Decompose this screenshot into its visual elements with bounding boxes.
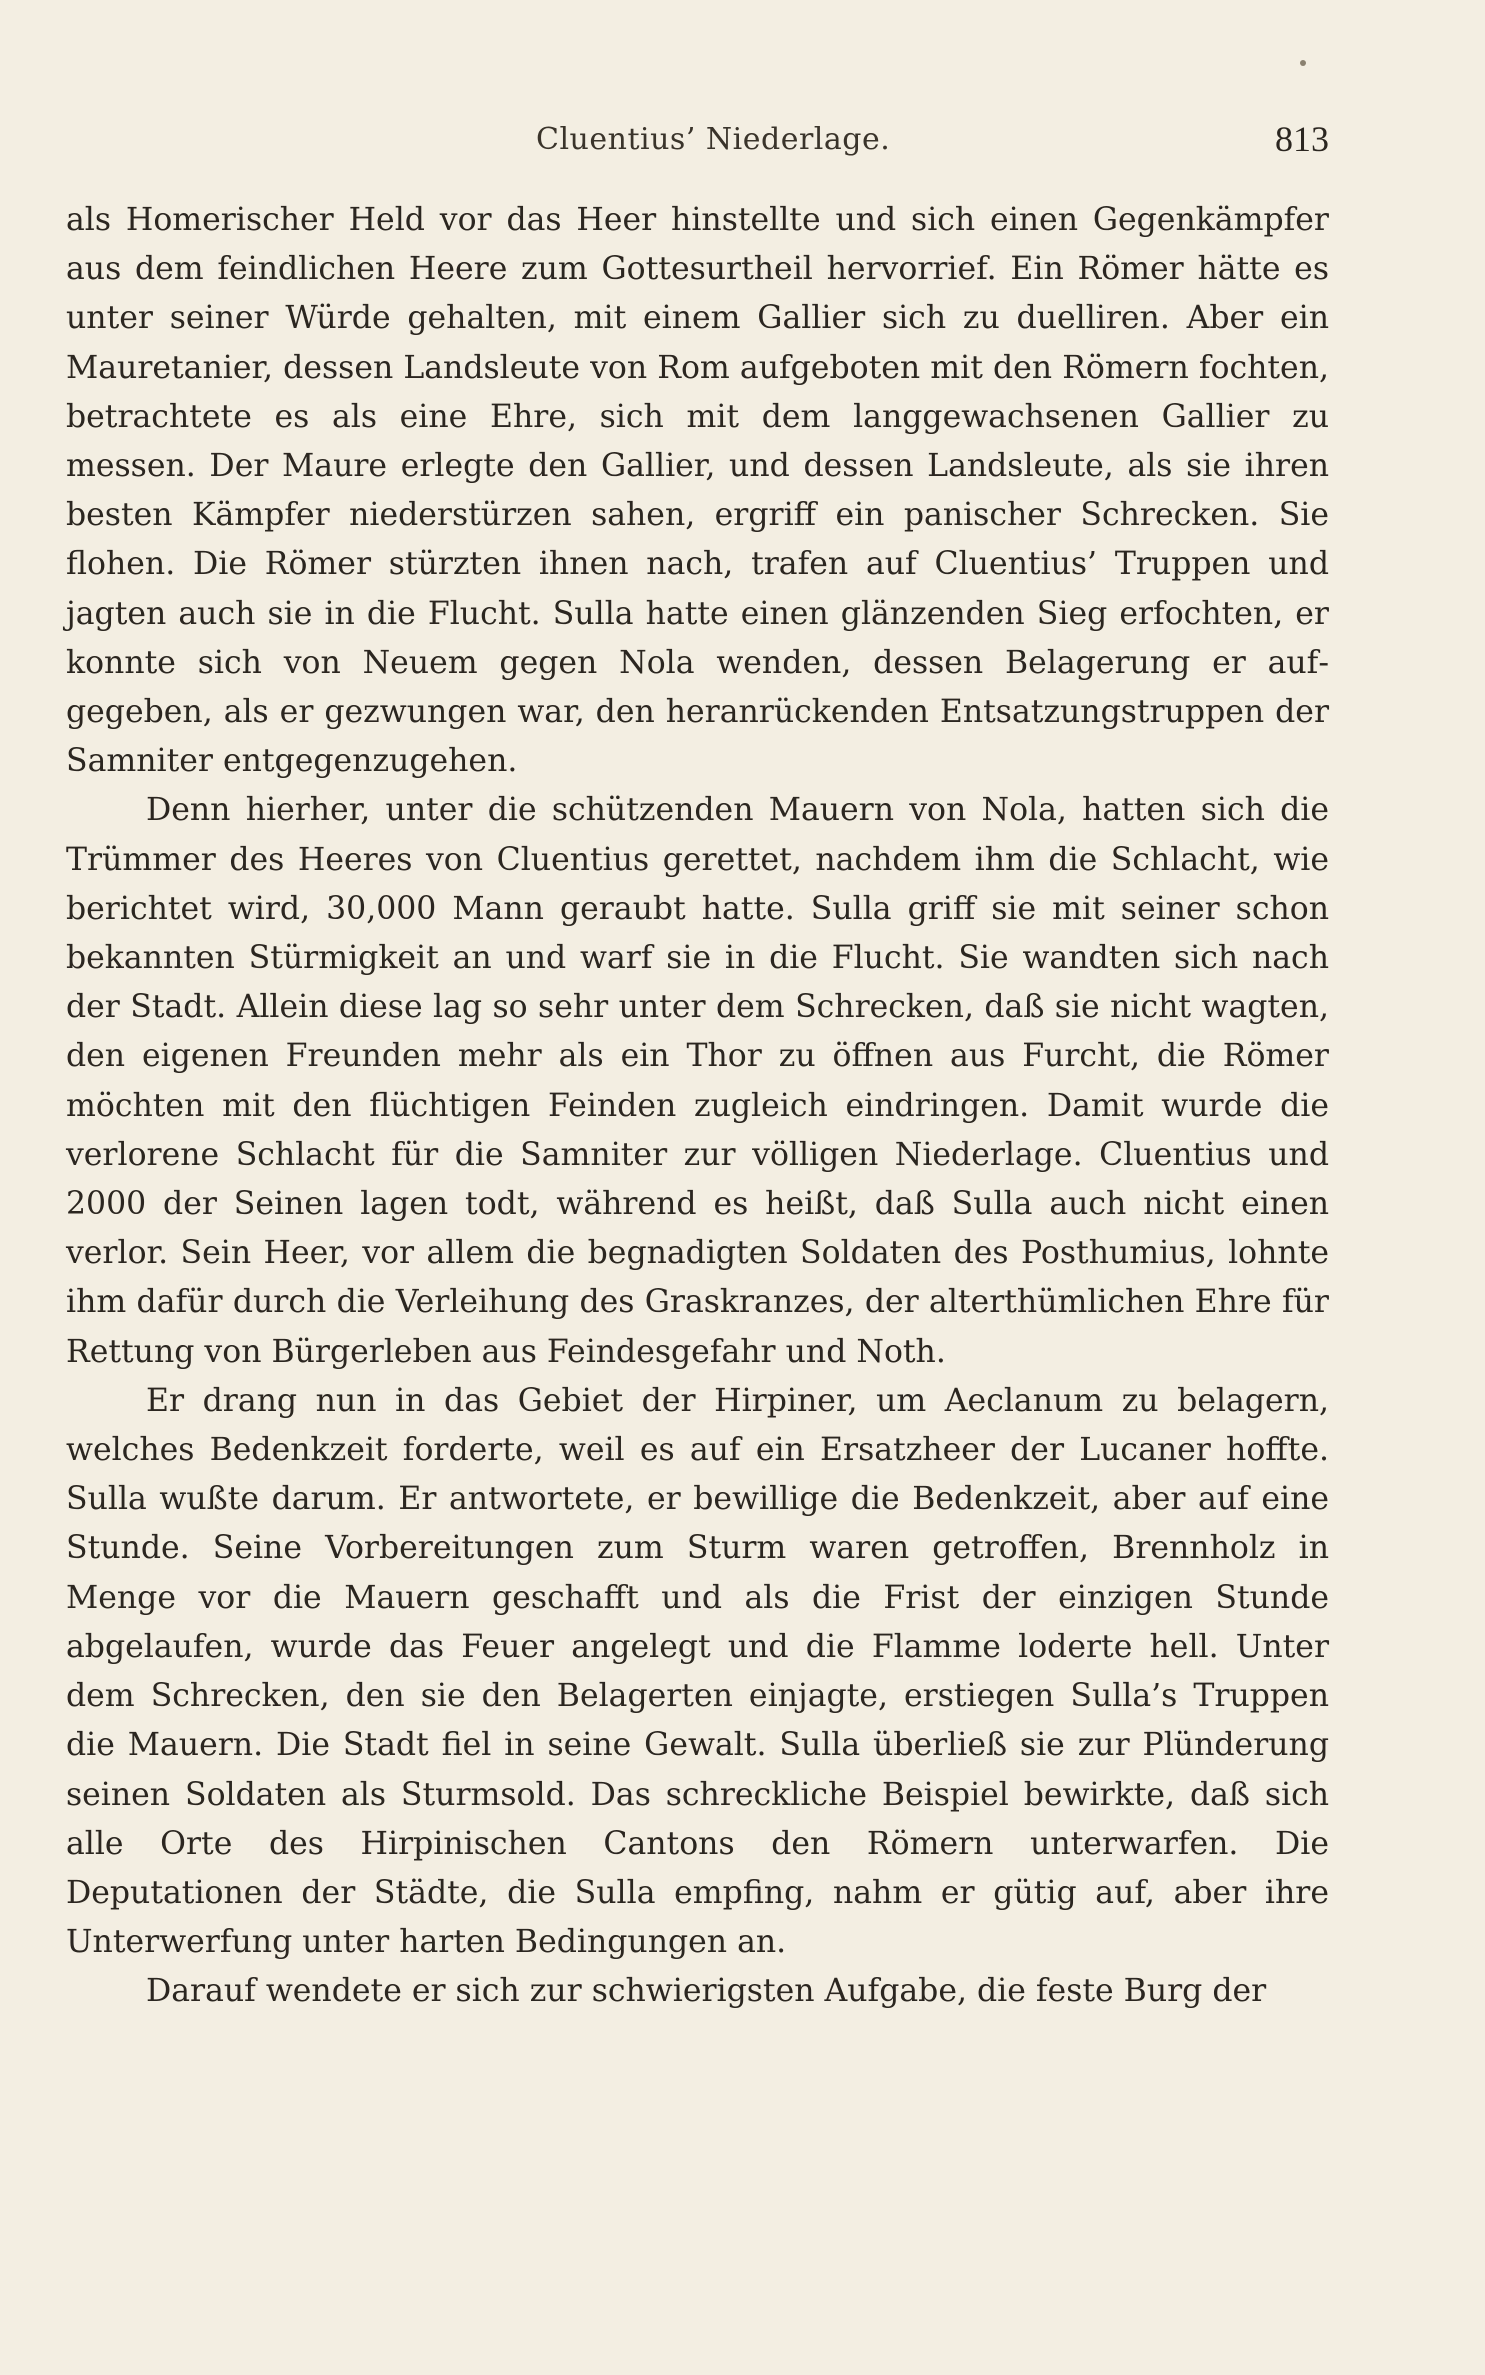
paragraph-continued: als Homerischer Held vor das Heer hinstellte und sich einen Gegenkämpfer aus dem feindlichen Heere zum Gottesurtheil hervorrief. Ein Römer hätte es unter seiner Würde gehalten, mit einem Gallier sich zu duelliren. Aber ein Mauretanier, dessen Landsleute von Rom aufgeboten mit den Römern fochten, betrachtete es als eine Ehre, sich mit dem langgewachsenen Gallier zu messen. Der Maure erlegte den Gallier, und dessen Landsleute, als sie ihren besten Kämpfer niederstürzen sahen, ergriff ein panischer Schrecken. Sie flohen. Die Römer stürzten ihnen nach, trafen auf Cluentius’ Truppen und jagten auch sie in die Flucht. Sulla hatte einen glänzenden Sieg erfochten, er konnte sich von Neuem gegen Nola wenden, dessen Belagerung er aufgegeben, als er gezwungen war, den heranrückenden Entsatzungstruppen der Samniter entgegenzugehen.	[66, 202, 1329, 780]
page-speck	[1300, 60, 1306, 66]
paragraph-aeclanum: Er drang nun in das Gebiet der Hirpiner, um Aeclanum zu belagern, welches Bedenkzeit forderte, weil es auf ein Ersatzheer der Lucaner hoffte. Sulla wußte darum. Er antwortete, er bewillige die Bedenkzeit, aber auf eine Stunde. Seine Vorbereitungen zum Sturm waren getroffen, Brennholz in Menge vor die Mauern geschafft und als die Frist der einzigen Stunde abgelaufen, wurde das Feuer angelegt und die Flamme loderte hell. Unter dem Schrecken, den sie den Belagerten einjagte, erstiegen Sulla’s Truppen die Mauern. Die Stadt fiel in seine Gewalt. Sulla überließ sie zur Plünderung seinen Soldaten als Sturmsold. Das schreckliche Beispiel bewirkte, daß sich alle Orte des Hirpinischen Cantons den Römern unterwarfen. Die Deputationen der Städte, die Sulla empfing, nahm er gütig auf, aber ihre Unterwerfung unter harten Bedingungen an.	[66, 1382, 1329, 1961]
body-text	[66, 196, 1329, 2017]
running-title: Cluentius’ Niederlage.	[536, 122, 891, 157]
page-number: 813	[1275, 119, 1329, 159]
paragraph-final-line: Darauf wendete er sich zur schwierigsten Aufgabe, die feste Burg der	[146, 1973, 1267, 2010]
paragraph-nola: Denn hierher, unter die schützenden Mauern von Nola, hatten sich die Trümmer des Heeres von Cluentius gerettet, nachdem ihm die Schlacht, wie berichtet wird, 30,000 Mann geraubt hatte. Sulla griff sie mit seiner schon bekannten Stürmigkeit an und warf sie in die Flucht. Sie wandten sich nach der Stadt. Allein diese lag so sehr unter dem Schrecken, daß sie nicht wagten, den eigenen Freunden mehr als ein Thor zu öffnen aus Furcht, die Römer möchten mit den flüchtigen Feinden zugleich eindringen. Damit wurde die verlorene Schlacht für die Samniter zur völligen Niederlage. Cluentius und 2000 der Seinen lagen todt, während es heißt, daß Sulla auch nicht einen verlor. Sein Heer, vor allem die begnadigten Soldaten des Posthumius, lohnte ihm dafür durch die Verleihung des Graskranzes, der alterthümlichen Ehre für Rettung von Bürgerleben aus Feindesgefahr und Noth.	[66, 792, 1329, 1370]
book-page	[66, 0, 1329, 2375]
running-head	[66, 118, 1329, 162]
